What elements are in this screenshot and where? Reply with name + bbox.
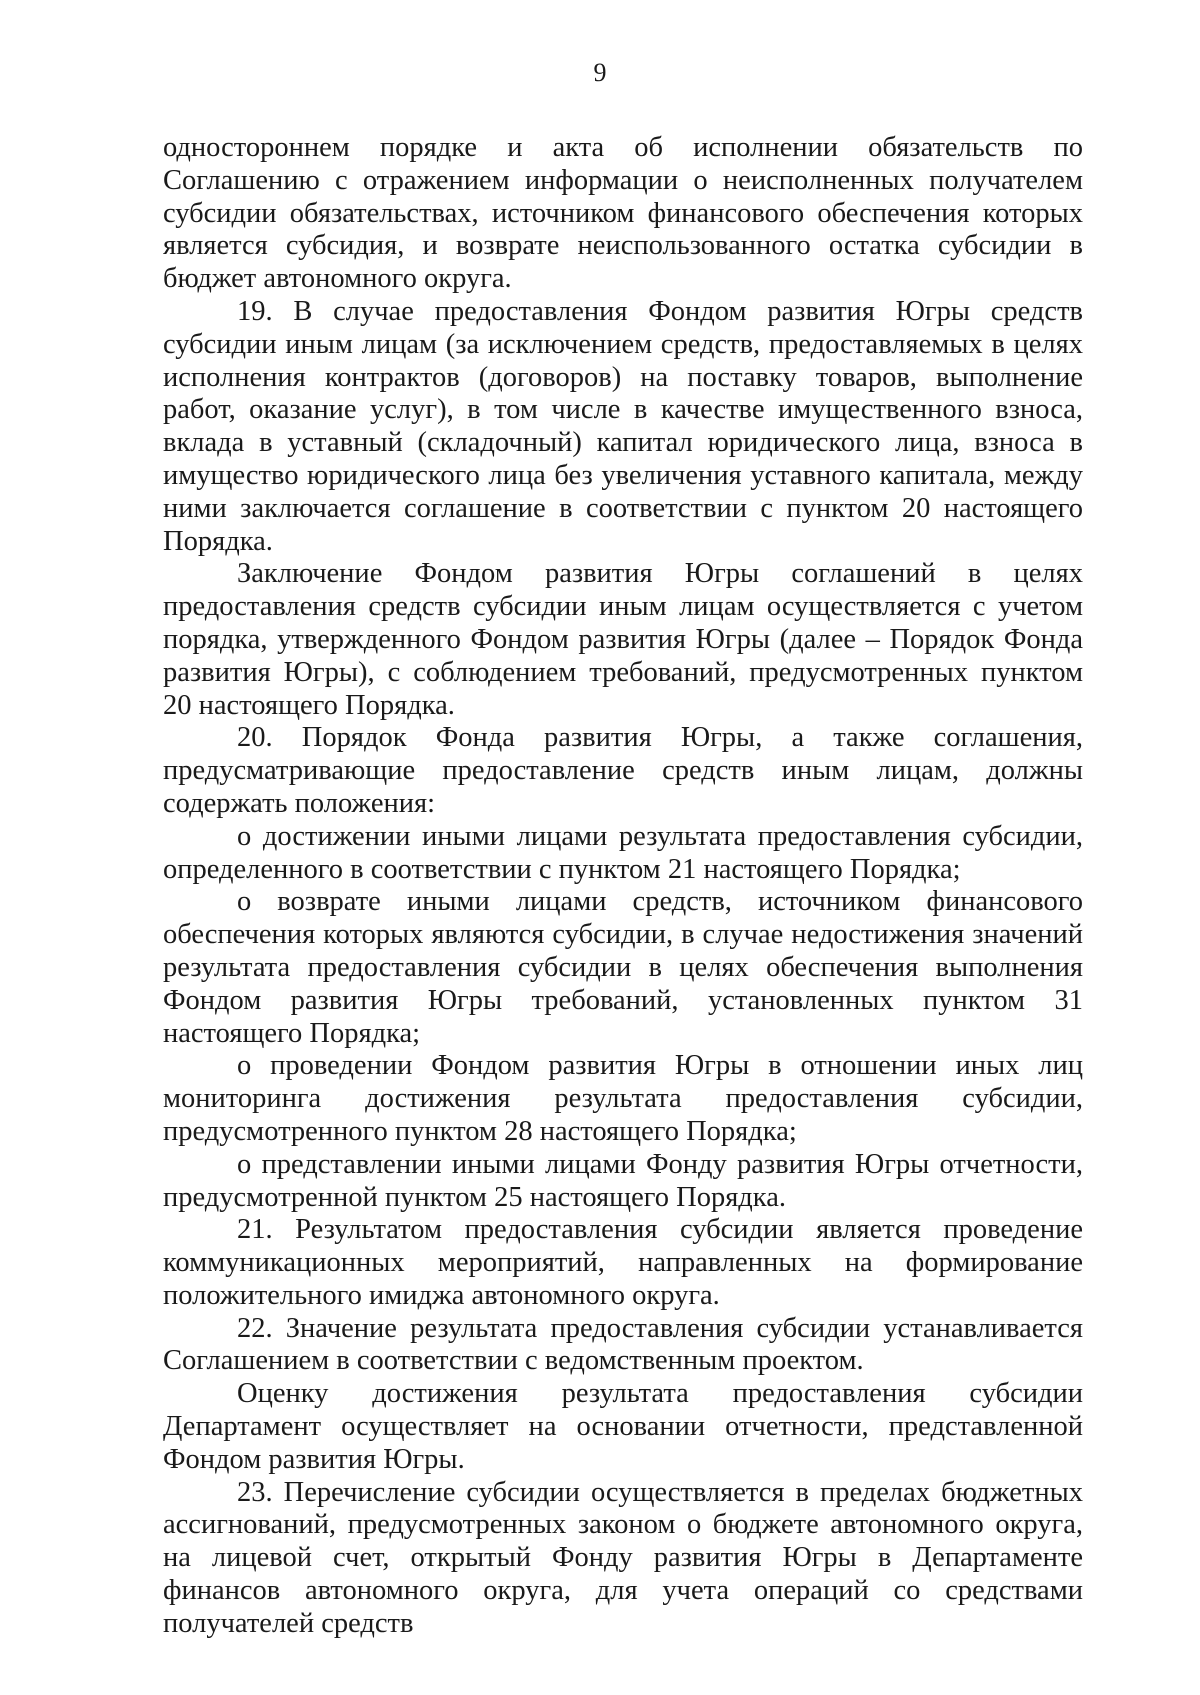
paragraph-continuation: одностороннем порядке и акта об исполнении обязательств по Соглашению с отражением информации о неисполненных получателем субсидии обязательствах, источником финансового обеспечения которых является субсидия, и возврате неиспользованного остатка субсидии в бюджет автономного округа. [163,132,1083,295]
page-number: 9 [593,58,607,87]
paragraph-item-20: 20. Порядок Фонда развития Югры, а также соглашения, предусматривающие предоставление средств иным лицам, должны содержать положения: [163,722,1083,819]
paragraph-evaluation: Оценку достижения результата предоставления субсидии Департамент осуществляет на основании отчетности, представленной Фондом развития Югры. [163,1378,1083,1475]
paragraph-provision-reporting: о представлении иными лицами Фонду развития Югры отчетности, предусмотренной пунктом 25 настоящего Порядка. [163,1148,1083,1213]
paragraph-item-19: 19. В случае предоставления Фондом развития Югры средств субсидии иным лицам (за исключением средств, предоставляемых в целях исполнения контрактов (договоров) на поставку товаров, выполнение работ, оказание услуг), в том числе в качестве имущественного взноса, вклада в уставный (складочный) капитал юридического лица, взноса в имущество юридического лица без увеличения уставного капитала, между ними заключается соглашение в соответствии с пунктом 20 настоящего Порядка. [163,295,1083,557]
paragraph-provision-return: о возврате иными лицами средств, источником финансового обеспечения которых являются субсидии, в случае недостижения значений результата предоставления субсидии в целях обеспечения выполнения Фондом развития Югры требований, установленных пунктом 31 настоящего Порядка; [163,886,1083,1049]
document-body [163,132,1083,1641]
paragraph-agreements: Заключение Фондом развития Югры соглашений в целях предоставления средств субсидии иным лицам осуществляется с учетом порядка, утвержденного Фондом развития Югры (далее – Порядок Фонда развития Югры), с соблюдением требований, предусмотренных пунктом 20 настоящего Порядка. [163,558,1083,721]
paragraph-item-23: 23. Перечисление субсидии осуществляется в пределах бюджетных ассигнований, предусмотренных законом о бюджете автономного округа, на лицевой счет, открытый Фонду развития Югры в Департаменте финансов автономного округа, для учета операций со средствами получателей средств [163,1476,1083,1639]
paragraph-provision-monitoring: о проведении Фондом развития Югры в отношении иных лиц мониторинга достижения результата предоставления субсидии, предусмотренного пунктом 28 настоящего Порядка; [163,1050,1083,1147]
paragraph-item-22: 22. Значение результата предоставления субсидии устанавливается Соглашением в соответствии с ведомственным проектом. [163,1312,1083,1377]
paragraph-provision-result: о достижении иными лицами результата предоставления субсидии, определенного в соответствии с пунктом 21 настоящего Порядка; [163,820,1083,885]
paragraph-item-21: 21. Результатом предоставления субсидии является проведение коммуникационных мероприятий, направленных на формирование положительного имиджа автономного округа. [163,1214,1083,1311]
